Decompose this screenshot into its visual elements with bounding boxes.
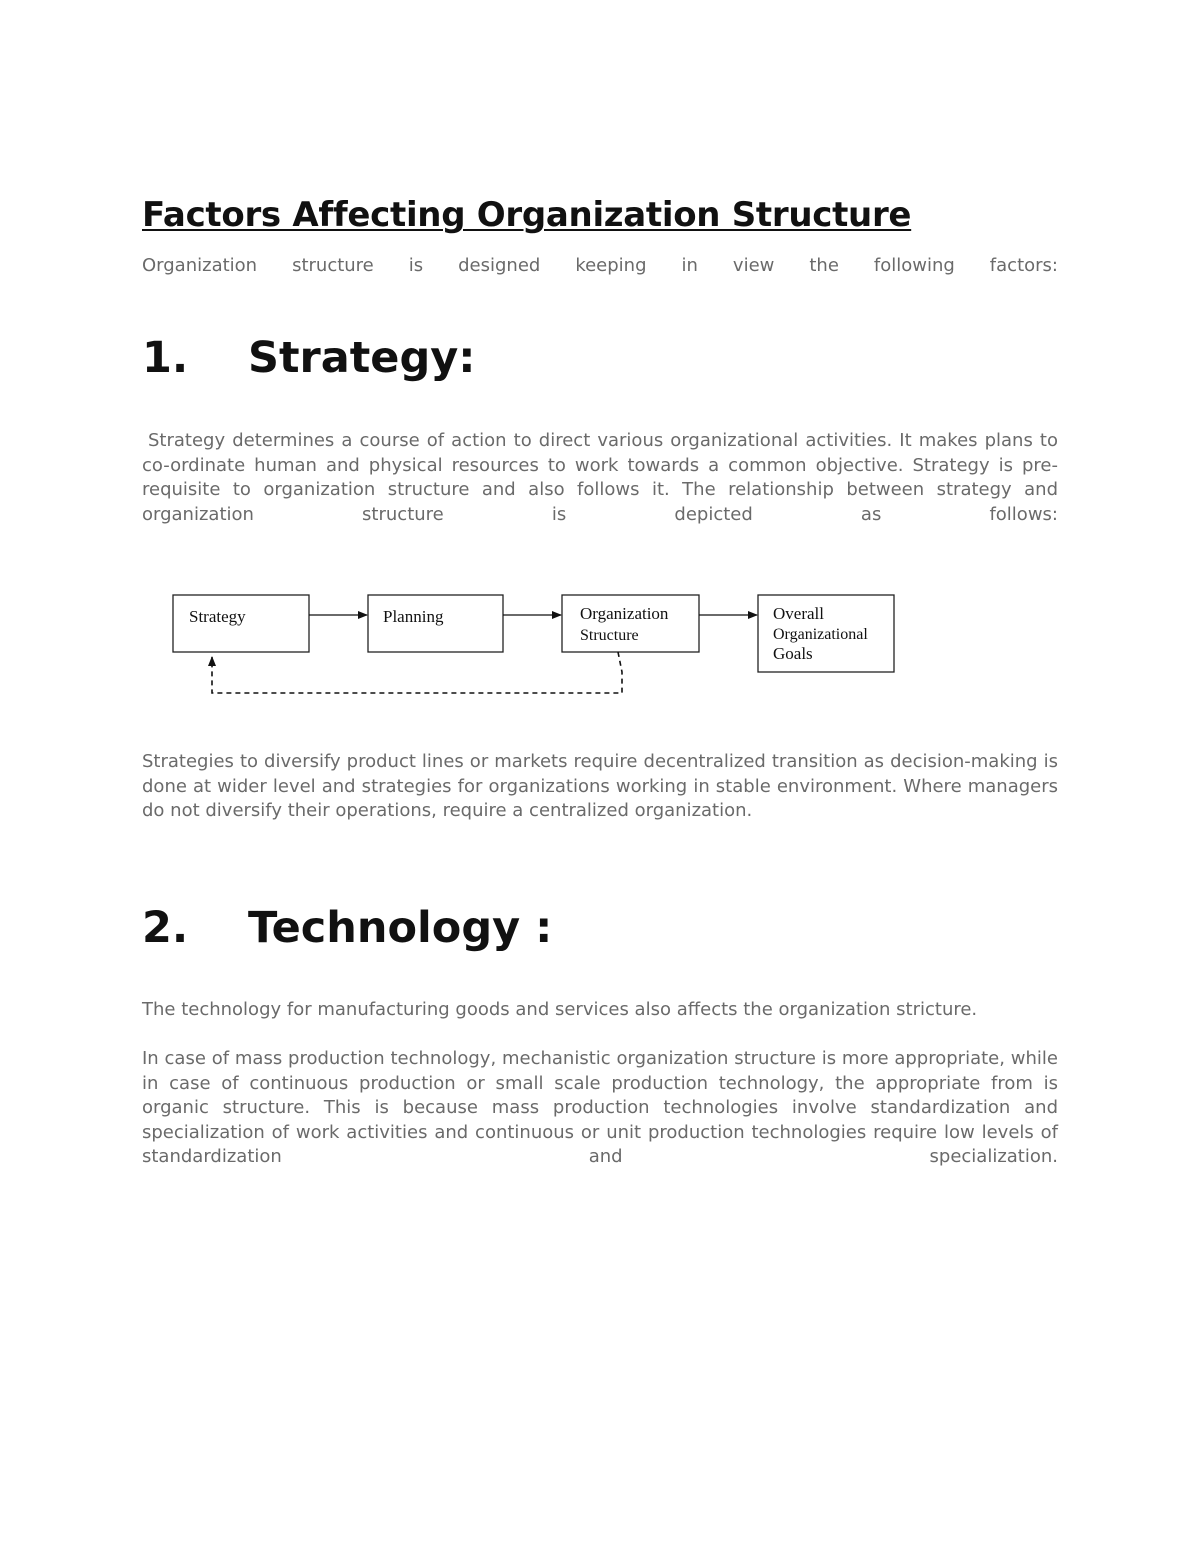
diagram-label: Planning <box>383 607 444 626</box>
page-title: Factors Affecting Organization Structure <box>142 195 912 235</box>
diagram-box-planning <box>368 595 503 652</box>
diagram-label: Goals <box>773 644 813 663</box>
diagram-box-organization-structure <box>562 595 699 652</box>
diagram-label: Structure <box>580 627 639 644</box>
section-title: Strategy: <box>248 333 476 383</box>
diagram-label: Organization <box>580 604 669 623</box>
section-heading-technology <box>142 902 552 954</box>
strategy-paragraph-1: Strategy determines a course of action to direct various organizational activities. It makes plans to co-ordinate human and physical resources to work towards a common objective. Strategy is pre-requisite to organization structure and also follows it. The relationship between strategy and organization structure is depicted as follows: <box>142 430 1058 525</box>
diagram-label: Organizational <box>773 626 868 643</box>
feedback-arrow-dashed <box>212 652 622 693</box>
section-number: 2. <box>142 903 189 953</box>
technology-paragraph-1: The technology for manufacturing goods and services also affects the organization stricture. <box>142 999 978 1020</box>
diagram-label: Strategy <box>189 607 246 626</box>
section-title: Technology : <box>248 903 553 953</box>
strategy-flow-diagram <box>160 580 920 710</box>
diagram-label: Overall <box>773 604 824 623</box>
intro-text: Organization structure is designed keeping in view the following factors: <box>142 255 1058 276</box>
technology-paragraph-2: In case of mass production technology, mechanistic organization structure is more appropriate, while in case of continuous production or small scale production technology, the appropriate from is organic structure. This is because mass production technologies involve standardization and specialization of work activities and continuous or unit production technologies require low levels of standardization and specialization. <box>142 1048 1058 1168</box>
diagram-box-overall-goals <box>758 595 894 672</box>
diagram-box-strategy <box>173 595 309 652</box>
strategy-paragraph-2: Strategies to diversify product lines or markets require decentralized transition as decision-making is done at wider level and strategies for organizations working in stable environment. Where managers do not diversify their operations, require a centralized organization. <box>142 751 1058 822</box>
section-heading-strategy <box>142 332 475 384</box>
section-number: 1. <box>142 333 189 383</box>
